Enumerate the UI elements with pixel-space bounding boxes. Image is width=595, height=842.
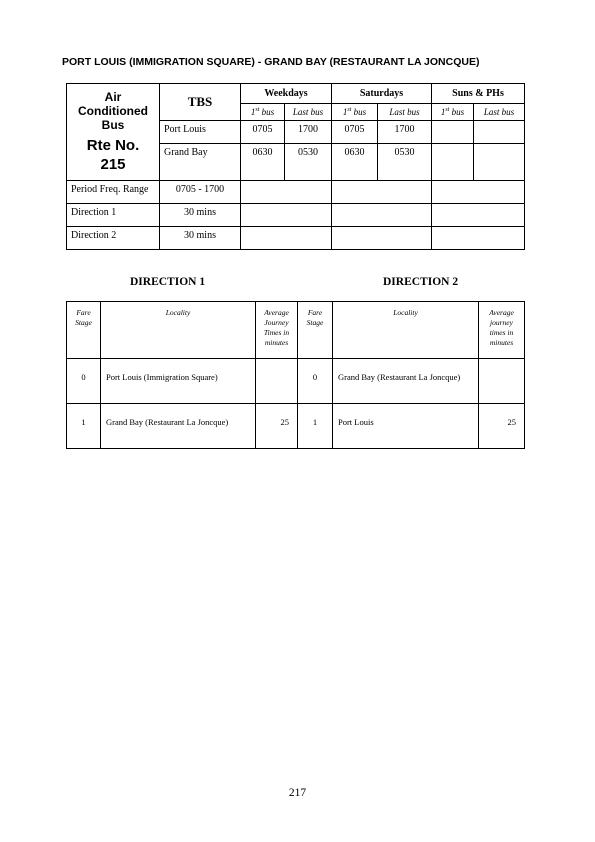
fare-stage-table — [66, 301, 525, 449]
time-cell — [432, 121, 474, 144]
time-cell — [474, 121, 525, 144]
fare-stage-cell: 1 — [67, 404, 101, 449]
air-conditioned-label: Air Conditioned Bus — [78, 90, 148, 132]
time-cell: 0705 — [241, 121, 285, 144]
journey-time-cell: 25 — [479, 404, 525, 449]
tbs-header: TBS — [160, 84, 241, 121]
page-number: 217 — [288, 787, 307, 799]
timetable — [66, 83, 525, 250]
direction-1-heading: DIRECTION 1 — [130, 276, 206, 288]
route-number: Rte No. 215 — [86, 137, 140, 173]
saturdays-header: Saturdays — [332, 84, 432, 104]
fare-stage-cell: 0 — [298, 359, 333, 404]
fare-stage-header: Fare Stage — [67, 302, 101, 359]
direction-2-heading: DIRECTION 2 — [383, 276, 459, 288]
time-cell: 0630 — [332, 144, 378, 181]
time-cell: 1700 — [285, 121, 332, 144]
table-row — [67, 404, 525, 449]
time-cell — [474, 144, 525, 181]
table-row — [67, 204, 525, 227]
time-cell: 1700 — [378, 121, 432, 144]
time-cell: 0530 — [285, 144, 332, 181]
last-bus-header: Last bus — [285, 104, 332, 121]
table-row — [67, 181, 525, 204]
period-value: 0705 - 1700 — [160, 181, 241, 204]
journey-time-cell — [256, 359, 298, 404]
time-cell: 0530 — [378, 144, 432, 181]
sundays-header: Suns & PHs — [432, 84, 525, 104]
journey-time-header: Average Journey Times in minutes — [256, 302, 298, 359]
first-bus-header: 1st bus — [332, 104, 378, 121]
locality-cell: Port Louis — [333, 404, 479, 449]
terminal-name: Grand Bay — [160, 144, 241, 181]
table-row — [67, 359, 525, 404]
terminal-name: Port Louis — [160, 121, 241, 144]
page-title: PORT LOUIS (IMMIGRATION SQUARE) - GRAND BAY (RESTAURANT LA JONCQUE) — [62, 56, 480, 68]
table-row — [67, 227, 525, 250]
time-cell — [432, 144, 474, 181]
table-header-row — [67, 302, 525, 359]
direction-1-frequency: 30 mins — [160, 204, 241, 227]
fare-stage-header: Fare Stage — [298, 302, 333, 359]
journey-time-cell: 25 — [256, 404, 298, 449]
direction-1-label: Direction 1 — [67, 204, 160, 227]
period-label: Period Freq. Range — [67, 181, 160, 204]
time-cell: 0705 — [332, 121, 378, 144]
journey-time-cell — [479, 359, 525, 404]
bus-type-cell — [67, 84, 160, 181]
last-bus-header: Last bus — [474, 104, 525, 121]
first-bus-header: 1st bus — [432, 104, 474, 121]
last-bus-header: Last bus — [378, 104, 432, 121]
locality-cell: Grand Bay (Restaurant La Joncque) — [101, 404, 256, 449]
first-bus-header: 1st bus — [241, 104, 285, 121]
direction-2-frequency: 30 mins — [160, 227, 241, 250]
locality-cell: Port Louis (Immigration Square) — [101, 359, 256, 404]
weekdays-header: Weekdays — [241, 84, 332, 104]
fare-stage-cell: 1 — [298, 404, 333, 449]
fare-stage-cell: 0 — [67, 359, 101, 404]
direction-2-label: Direction 2 — [67, 227, 160, 250]
time-cell: 0630 — [241, 144, 285, 181]
locality-cell: Grand Bay (Restaurant La Joncque) — [333, 359, 479, 404]
journey-time-header: Average journey times in minutes — [479, 302, 525, 359]
locality-header: Locality — [101, 302, 256, 359]
locality-header: Locality — [333, 302, 479, 359]
